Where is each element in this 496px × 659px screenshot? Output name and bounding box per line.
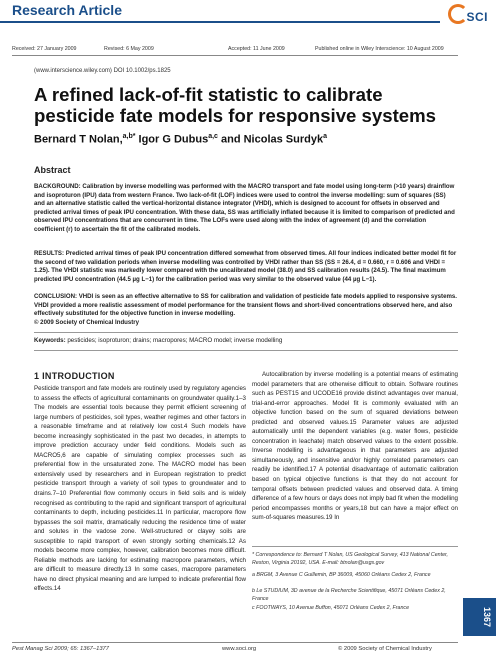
keywords-rule-top	[34, 332, 458, 333]
conclusion-label: CONCLUSION:	[34, 293, 77, 300]
header-rule	[0, 21, 440, 23]
page-number: 1367	[482, 606, 492, 628]
author-1-affil: a,b*	[122, 133, 136, 140]
footer-journal: Pest Manag Sci 2009; 65: 1367–1377	[12, 646, 110, 652]
intro-left-column: Pesticide transport and fate models are routinely used by regulatory agencies to assess the effects of agricultural contaminants on groundwater quality.1–3 The models are essential tools because they permit efficient screening of large numbers of pesticides, soil types, weather regimes and other factors in a reasonable timeframe and at relatively low cost.4 Such models have become increasingly sophisticated in the past two decades, in attempts to improve prediction accuracy under field conditions. Models such as MACRO5,6 are capable of simulating complex processes such as preferential flow in the unsaturated zone. The MACRO model has been extensively used by researchers and in European registration to predict pesticide transport through a variety of soil types to groundwater and to drains.7–10 Preferential flow commonly occurs in field soils and is widely recognised as contributing to the rapid and significant transport of agricultural contaminants to depth, including pesticides.11 In particular, macropore flow bypasses the soil matrix, dramatically reducing the residence time of water and solutes in the vadose zone. Well-structured or clayey soils are susceptible to rapid transport of even strongly sorbing chemicals.12 As models become more complex, however, calibration becomes more difficult. Reliable methods are lacking for estimating macropore parameters, which are difficult to measure directly.13 In some cases, macropore parameters have no direct physical meaning and are lumped to indicate preferential flow effects.14	[34, 385, 246, 593]
footer-rule	[12, 642, 458, 643]
footnote-affil-a: a BRGM, 3 Avenue C Guillemin, BP 36009, 45060 Orléans Cedex 2, France	[252, 572, 431, 578]
footnote-affil-b: b Le STUDIUM, 3D avenue de la Recherche Scientifique, 45071 Orléans Cedex 2, France	[252, 588, 446, 602]
keywords-text: pesticides; isoproturon; drains; macropores; MACRO model; inverse modelling	[65, 337, 283, 344]
logo-ring-icon	[448, 4, 468, 24]
article-title: A refined lack-of-fit statistic to calibrate pesticide fate models for responsive systems	[34, 84, 436, 126]
conclusion-text: VHDI is seen as an effective alternative to SS for calibration and validation of pesticide fate models applied to responsive systems. VHDI provided a more realistic assessment of model performance for the transient flows and short-lived concentrations observed here, and also effectively substituted for the objective function in inverse modelling.	[34, 293, 457, 317]
results-text: Predicted arrival times of peak IPU concentration differed somewhat from observed times. All four indices indicated better model fit for the second of two validation periods when inverse modelling was controlled by VHDI rather than SS (SS = 26.4, d = 0.660, r = 0.606 and VHDI = 1.25). The VHDI statistic was markedly lower compared with the uncalibrated model (38.0) and SS calibration results (24.5). The final maximum predicted IPU concentration (44.5 µg L−1) for the calibration period was very similar to the observed value (44 µg L−1).	[34, 250, 457, 283]
abstract-copyright: © 2009 Society of Chemical Industry	[34, 318, 140, 326]
author-2: Igor G Dubus	[135, 133, 209, 146]
abstract-conclusion	[34, 293, 458, 327]
dates-rule	[12, 55, 458, 56]
abstract-results	[34, 250, 458, 284]
footnote-correspondence: * Correspondence to: Bernard T Nolan, US Geological Survey, 413 National Center, Reston, Virginia 20192, USA. E-mail: btnolan@usgs.gov	[252, 552, 448, 566]
date-revised: Revised: 6 May 2009	[104, 46, 154, 52]
footer-copyright: © 2009 Society of Chemical Industry	[338, 646, 432, 652]
author-1: Bernard T Nolan,	[34, 133, 123, 146]
keywords	[34, 337, 282, 344]
intro-right-column: Autocalibration by inverse modelling is a potential means of estimating model parameters that are otherwise difficult to obtain. Software routines such as PEST15 and UCODE16 provide distinct advantages over manual, trial-and-error approaches. Model fit is commonly evaluated with an objective function based on the sum of squared deviations between predicted and observed values.15 Parameter values are adjusted automatically until the dependent variables (e.g. water flows, pesticide concentration in leachate) match observed values to the extent possible. Inverse modelling is advantageous in that parameters are adjusted simultaneously, and insensitive and/or highly correlated parameters can readily be identified.17 A potential disadvantage of automatic calibration based on typical objective functions is that they do not account for temporal offsets between predicted values and observed data. A timing difference of a few hours or days does not imply bad fit when the modelling period encompasses months or years,18 but can have a major effect on sum-of-squares measures.19 In	[252, 371, 458, 522]
author-3-affil: a	[323, 133, 327, 140]
intro-heading: 1 INTRODUCTION	[34, 371, 115, 381]
date-published: Published online in Wiley Interscience: 10 August 2009	[315, 46, 444, 52]
abstract-background	[34, 183, 458, 234]
footnote-rule	[252, 546, 458, 547]
doi-line: (www.interscience.wiley.com) DOI 10.1002/ps.1825	[34, 68, 171, 74]
sci-logo	[444, 2, 488, 32]
keywords-label: Keywords:	[34, 337, 66, 344]
author-2-affil: a,c	[208, 133, 218, 140]
date-received: Received: 27 January 2009	[12, 46, 77, 52]
footnote-affil-c: c FOOTWAYS, 10 Avenue Buffon, 45071 Orléans Cedex 2, France	[252, 605, 410, 611]
background-text: Calibration by inverse modelling was performed with the MACRO transport and fate model using long-term (>10 years) drainflow and isoproturon (IPU) data from western France. Two lack-of-fit (LOF) indices were used to control the inverse modelling: sum of squares (SS) and an alternative statistic called the vertical-horizontal distance integrator (VHDI), which is designed to account for offsets in observed and predicted arrival times of peak IPU concentration. With these data, SS was artificially inflated because it is limited to comparison of predicted and observed IPU concentrations that are concurrent in time. The LOFs were used along with the index of agreement (d) and the correlation coefficient (r) to ascertain the fit of the calibrated models.	[34, 183, 455, 233]
background-label: BACKGROUND:	[34, 183, 81, 190]
footer-url[interactable]: www.soci.org	[222, 646, 257, 652]
section-label: Research Article	[12, 2, 122, 18]
author-list	[34, 133, 327, 146]
date-accepted: Accepted: 11 June 2009	[228, 46, 285, 52]
author-3: and Nicolas Surdyk	[217, 133, 324, 146]
results-label: RESULTS:	[34, 250, 65, 257]
logo-text: SCI	[466, 10, 488, 24]
keywords-rule-bottom	[34, 350, 458, 351]
abstract-heading: Abstract	[34, 165, 71, 175]
